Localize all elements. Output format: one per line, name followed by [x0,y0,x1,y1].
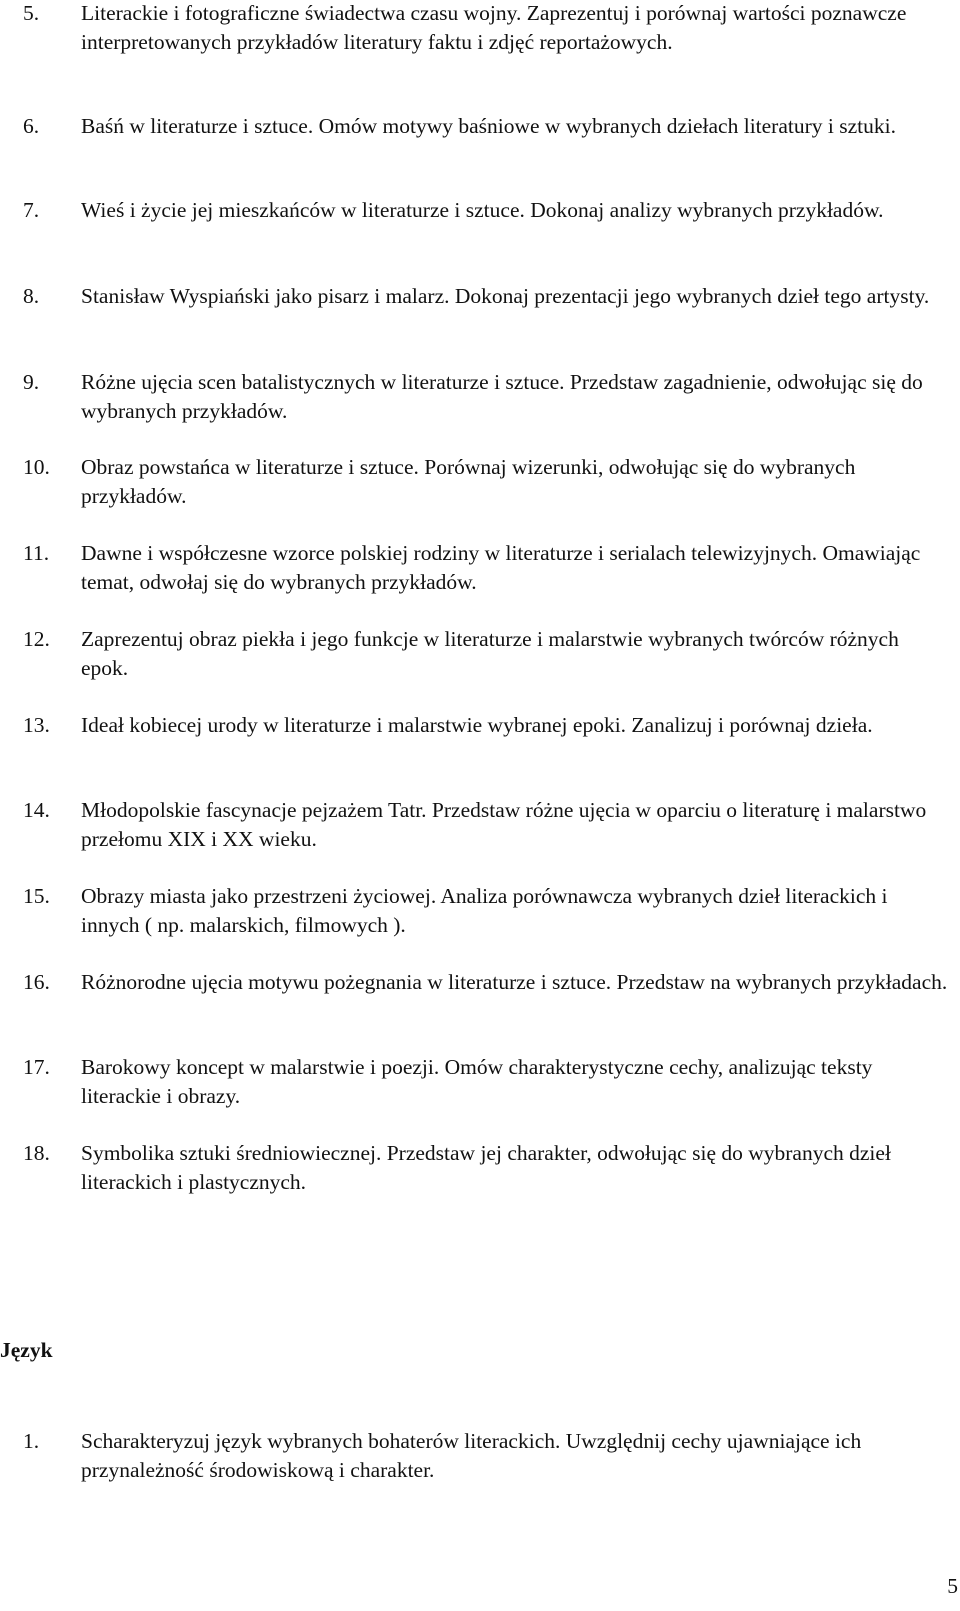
item-text: Scharakteryzuj język wybranych bohaterów literackich. Uwzględnij cechy ujawniające ich przynależność środowiskową i charakter. [81,1429,862,1482]
item-text: Ideał kobiecej urody w literaturze i malarstwie wybranej epoki. Zanalizuj i porównaj dzieła. [81,713,873,737]
item-text: Baśń w literaturze i sztuce. Omów motywy baśniowe w wybranych dziełach literatury i sztuki. [81,114,896,138]
item-text: Wieś i życie jej mieszkańców w literaturze i sztuce. Dokonaj analizy wybranych przykładów. [81,198,884,222]
item-number: 12. [23,627,50,651]
item-number: 1. [23,1429,40,1453]
item-number: 9. [23,370,40,394]
item-text: Dawne i współczesne wzorce polskiej rodziny w literaturze i serialach telewizyjnych. Omawiając temat, odwołaj się do wybranych przykładów. [81,541,921,594]
item-number: 10. [23,455,50,479]
item-number: 6. [23,114,40,138]
item-number: 18. [23,1141,50,1165]
section-heading: Język [0,1338,53,1362]
item-number: 7. [23,198,40,222]
page-number: 5 [947,1574,958,1598]
item-number: 13. [23,713,50,737]
item-text: Różne ujęcia scen batalistycznych w literaturze i sztuce. Przedstaw zagadnienie, odwołując się do wybranych przykładów. [81,370,923,423]
item-text: Symbolika sztuki średniowiecznej. Przedstaw jej charakter, odwołując się do wybranych dzieł literackich i plastycznych. [81,1141,891,1194]
item-number: 17. [23,1055,50,1079]
item-text: Stanisław Wyspiański jako pisarz i malarz. Dokonaj prezentacji jego wybranych dzieł tego artysty. [81,284,930,308]
item-number: 11. [23,541,50,565]
item-text: Zaprezentuj obraz piekła i jego funkcje w literaturze i malarstwie wybranych twórców różnych epok. [81,627,899,680]
item-number: 8. [23,284,40,308]
item-number: 5. [23,1,40,25]
item-text: Literackie i fotograficzne świadectwa czasu wojny. Zaprezentuj i porównaj wartości poznawcze interpretowanych przykładów literatury faktu i zdjęć reportażowych. [81,1,907,54]
item-number: 16. [23,970,50,994]
item-text: Obrazy miasta jako przestrzeni życiowej. Analiza porównawcza wybranych dzieł literackich i innych ( np. malarskich, filmowych ). [81,884,888,937]
item-text: Młodopolskie fascynacje pejzażem Tatr. Przedstaw różne ujęcia w oparciu o literaturę i malarstwo przełomu XIX i XX wieku. [81,798,927,851]
item-number: 15. [23,884,50,908]
item-text: Różnorodne ujęcia motywu pożegnania w literaturze i sztuce. Przedstaw na wybranych przykładach. [81,970,948,994]
item-text: Obraz powstańca w literaturze i sztuce. Porównaj wizerunki, odwołując się do wybranych przykładów. [81,455,856,508]
item-number: 14. [23,798,50,822]
item-text: Barokowy koncept w malarstwie i poezji. Omów charakterystyczne cechy, analizując teksty literackie i obrazy. [81,1055,873,1108]
